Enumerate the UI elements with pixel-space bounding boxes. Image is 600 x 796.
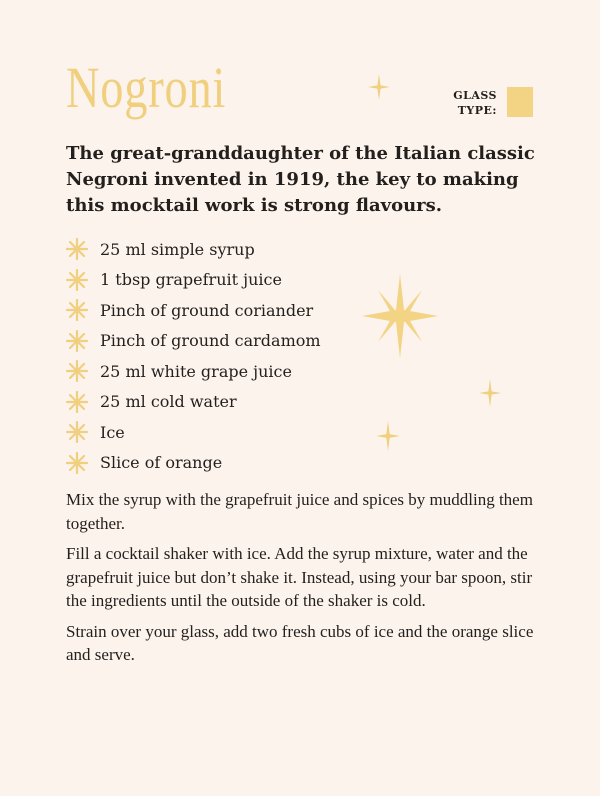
- method-step: Strain over your glass, add two fresh cubs of ice and the orange slice and serve.: [66, 621, 534, 664]
- recipe-intro: The great-granddaughter of the Italian classic Negroni invented in 1919, the key to making this mocktail work is strong flavours.: [66, 143, 535, 216]
- list-item: [66, 448, 321, 479]
- glass-type-label: [445, 88, 497, 118]
- starburst-icon: [66, 238, 88, 260]
- ingredient-text: 1 tbsp grapefruit juice: [100, 270, 282, 290]
- starburst-icon: [66, 421, 88, 443]
- starburst-icon: [66, 330, 88, 352]
- sparkle-icon: [376, 421, 400, 451]
- list-item: [66, 417, 321, 448]
- starburst-icon: [66, 269, 88, 291]
- list-item: [66, 356, 321, 387]
- recipe-title: Nogroni: [66, 55, 227, 120]
- starburst-icon: [66, 360, 88, 382]
- ingredient-text: Pinch of ground coriander: [100, 300, 314, 320]
- list-item: [66, 326, 321, 357]
- glass-type-swatch: [507, 87, 533, 117]
- method-step: Mix the syrup with the grapefruit juice and spices by muddling them together.: [66, 490, 533, 533]
- ingredient-list: [66, 234, 321, 478]
- starburst-icon: [66, 299, 88, 321]
- list-item: [66, 234, 321, 265]
- method-section: [66, 488, 536, 674]
- list-item: [66, 295, 321, 326]
- list-item: [66, 265, 321, 296]
- ingredient-text: Ice: [100, 422, 125, 442]
- glass-label-line2: TYPE:: [457, 104, 497, 117]
- method-step: Fill a cocktail shaker with ice. Add the syrup mixture, water and the grapefruit juice but don’t shake it. Instead, using your bar spoon, stir the ingredients until the outside of the shaker is cold.: [66, 544, 533, 610]
- ingredient-text: Slice of orange: [100, 453, 223, 473]
- starburst-icon: [66, 452, 88, 474]
- list-item: [66, 387, 321, 418]
- ingredient-text: 25 ml cold water: [100, 392, 237, 412]
- glass-label-line1: GLASS: [453, 89, 497, 102]
- ingredient-text: 25 ml white grape juice: [100, 361, 292, 381]
- sparkle-icon: [479, 379, 501, 407]
- ingredient-text: Pinch of ground cardamom: [100, 331, 321, 351]
- sparkle-icon: [368, 74, 390, 100]
- starburst-icon: [66, 391, 88, 413]
- large-sparkle-icon: [362, 274, 438, 358]
- ingredient-text: 25 ml simple syrup: [100, 239, 255, 259]
